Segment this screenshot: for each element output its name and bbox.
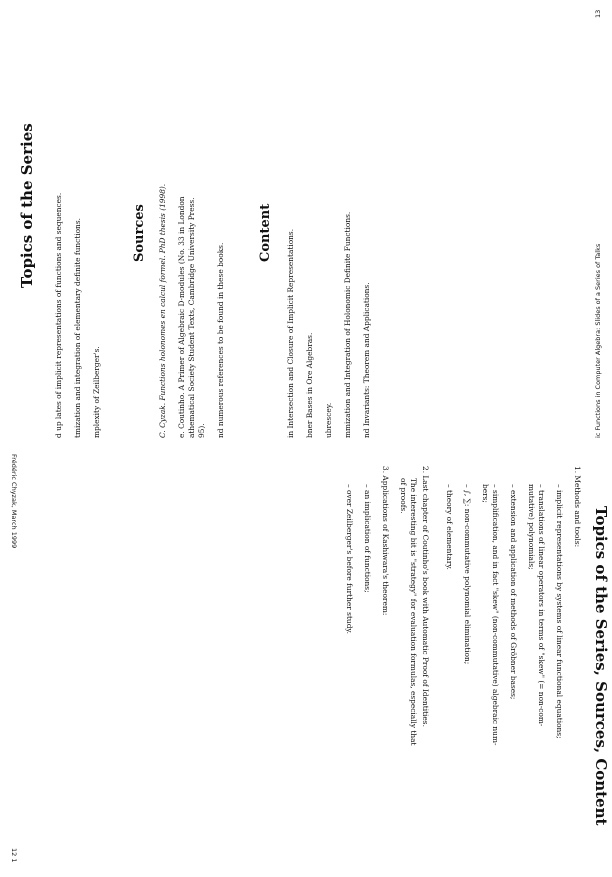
slide-page-left <box>0 0 612 438</box>
topics-item: d up lates of implicit representations of functions and sequences. <box>54 192 63 438</box>
footer-series-title: ic Functions in Computer Algebra: Slides of a Series of Talks <box>594 243 602 438</box>
list-item: – over Zeilberger's before further study. <box>345 484 354 634</box>
page-title: Topics of the Series, Sources, Content <box>592 506 610 826</box>
list-item: – translations of linear operators in terms of "skew" (= non-com- <box>537 484 546 727</box>
sources-item: nd numerous references to be found in these books. <box>216 242 225 438</box>
content-item: mmization and Integration of Holonomic Definite Functions. <box>343 211 352 438</box>
list-item: – implicit representations by systems of linear functional equations; <box>555 484 564 739</box>
page-number: 12 1 <box>10 848 18 863</box>
page-number: 13 <box>594 9 602 18</box>
list-item: mutative) polynomials; <box>527 484 536 570</box>
sources-item: C. Cyzak. Functions holonomes en calcul formel. PhD thesis (1998). <box>158 183 167 438</box>
topics-item: mplexity of Zeilberger's. <box>92 346 101 438</box>
list-item: of proofs. <box>399 478 408 514</box>
list-item: – simplification, and in fact "skew" (non-commutative) algebraic num- <box>491 484 500 746</box>
list-item: – ∫, ∑: non-commutative polynomial elimination; <box>463 484 472 665</box>
content-item: nd Invariants: Theorem and Applications. <box>362 282 371 438</box>
list-item: – theory of elementary. <box>445 484 454 570</box>
sources-item: 95). <box>197 423 206 438</box>
sources-title: Sources <box>132 204 147 262</box>
content-item: in Intersection and Closure of Implicit Representations. <box>286 228 295 438</box>
list-item: 2. Last chapter of Coutinho's book with Automatic Proof of Identities. <box>421 466 430 727</box>
content-item: bner Bases in Ore Algebras. <box>305 332 314 438</box>
list-item: 1. Methods and tools: <box>573 466 582 548</box>
list-item: – extension and application of methods of Gröbner bases; <box>509 484 518 700</box>
list-item: 3. Applications of Kashiwara's theorem: <box>381 466 390 616</box>
sources-item: e. Coutinho. A Primer of Algebraic D-modules (No. 33 in London <box>177 196 186 438</box>
content-title: Content <box>258 203 273 262</box>
list-item: bers; <box>481 484 490 503</box>
content-item: ubrescey. <box>324 402 333 438</box>
list-item: The interesting bit is "strategy" for evaluation formulas, especially that <box>409 478 418 746</box>
sources-item: athematical Society Student Texts, Cambridge University Press. <box>187 197 196 438</box>
topics-title: Topics of the Series <box>18 123 36 288</box>
footer-author: Frédéric Chyzak, March 1999 <box>10 454 18 549</box>
list-item: – an implication of functions; <box>363 484 372 593</box>
topics-item: tmization and integration of elementary definite functions. <box>73 218 82 438</box>
slide-page-right <box>0 438 612 877</box>
